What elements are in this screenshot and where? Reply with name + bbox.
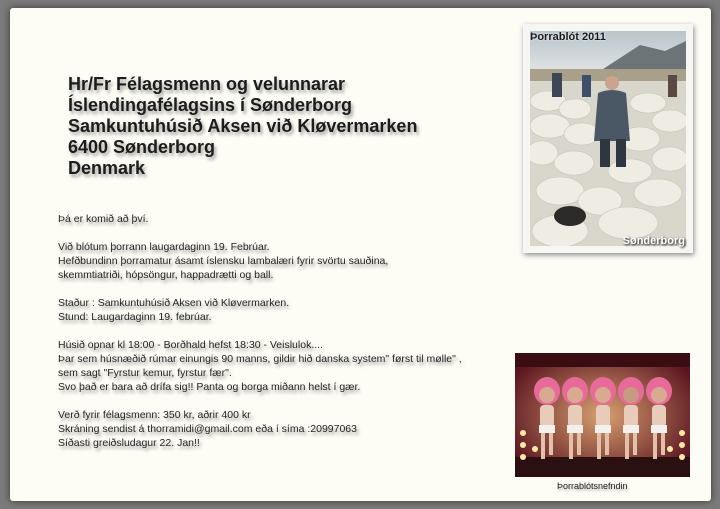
price-line: Verð fyrir félagsmenn: 350 kr, aðrir 400 kr	[58, 409, 251, 421]
time-line: Stund: Laugardaginn 19. febrúar.	[58, 311, 212, 323]
capacity-line: Þar sem húsnæðið rúmar einungis 90 manns, gildir hið danska system" først til mølle" ,	[58, 353, 462, 365]
dancers-picture	[515, 353, 690, 477]
address-line-3: Samkuntuhúsið Aksen við Kløvermarken	[68, 116, 418, 136]
letter-body	[58, 212, 462, 450]
signature: Þorrablótsnefndin	[557, 481, 628, 491]
address-line-2: Íslendingafélagsins í Sønderborg	[68, 95, 353, 115]
address-line-4: 6400 Sønderborg	[68, 137, 216, 157]
address-line-1: Hr/Fr Félagsmenn og velunnarar	[68, 74, 346, 94]
hurry-line: Svo það er bara að drífa sig!! Panta og borga miðann helst í gær.	[58, 381, 361, 393]
venue-line: Staður : Samkuntuhúsið Aksen við Kløvermarken.	[58, 297, 290, 309]
stamp-title: Þorrablót 2011	[530, 31, 606, 43]
event-line-1: Við blótum þorrann laugardaginn 19. Febrúar.	[58, 241, 270, 253]
intro-line: Þá er komið að því.	[58, 213, 149, 225]
event-line-2: Hefðbundinn þorramatur ásamt íslensku lambalæri fyrir svörtu sauðina,	[58, 255, 389, 267]
stamp-image	[523, 24, 693, 253]
address-block	[68, 74, 417, 179]
event-line-3: skemmtiatriði, hópsöngur, happadrætti og ball.	[58, 269, 274, 281]
schedule-line: Húsið opnar kl 18:00 - Borðhald hefst 18:30 - Veislulok....	[58, 339, 323, 351]
stamp-place: Sønderborg	[622, 235, 685, 247]
registration-line: Skráning sendist á thorramidi@gmail.com eða í síma :20997063	[58, 423, 357, 435]
address-line-5: Denmark	[68, 158, 146, 178]
sheep-photo	[530, 31, 686, 246]
deadline-line: Síðasti greiðsludagur 22. Jan!!	[58, 437, 200, 449]
saying-line: sem sagt "Fyrstur kemur, fyrstur fær".	[58, 367, 232, 379]
